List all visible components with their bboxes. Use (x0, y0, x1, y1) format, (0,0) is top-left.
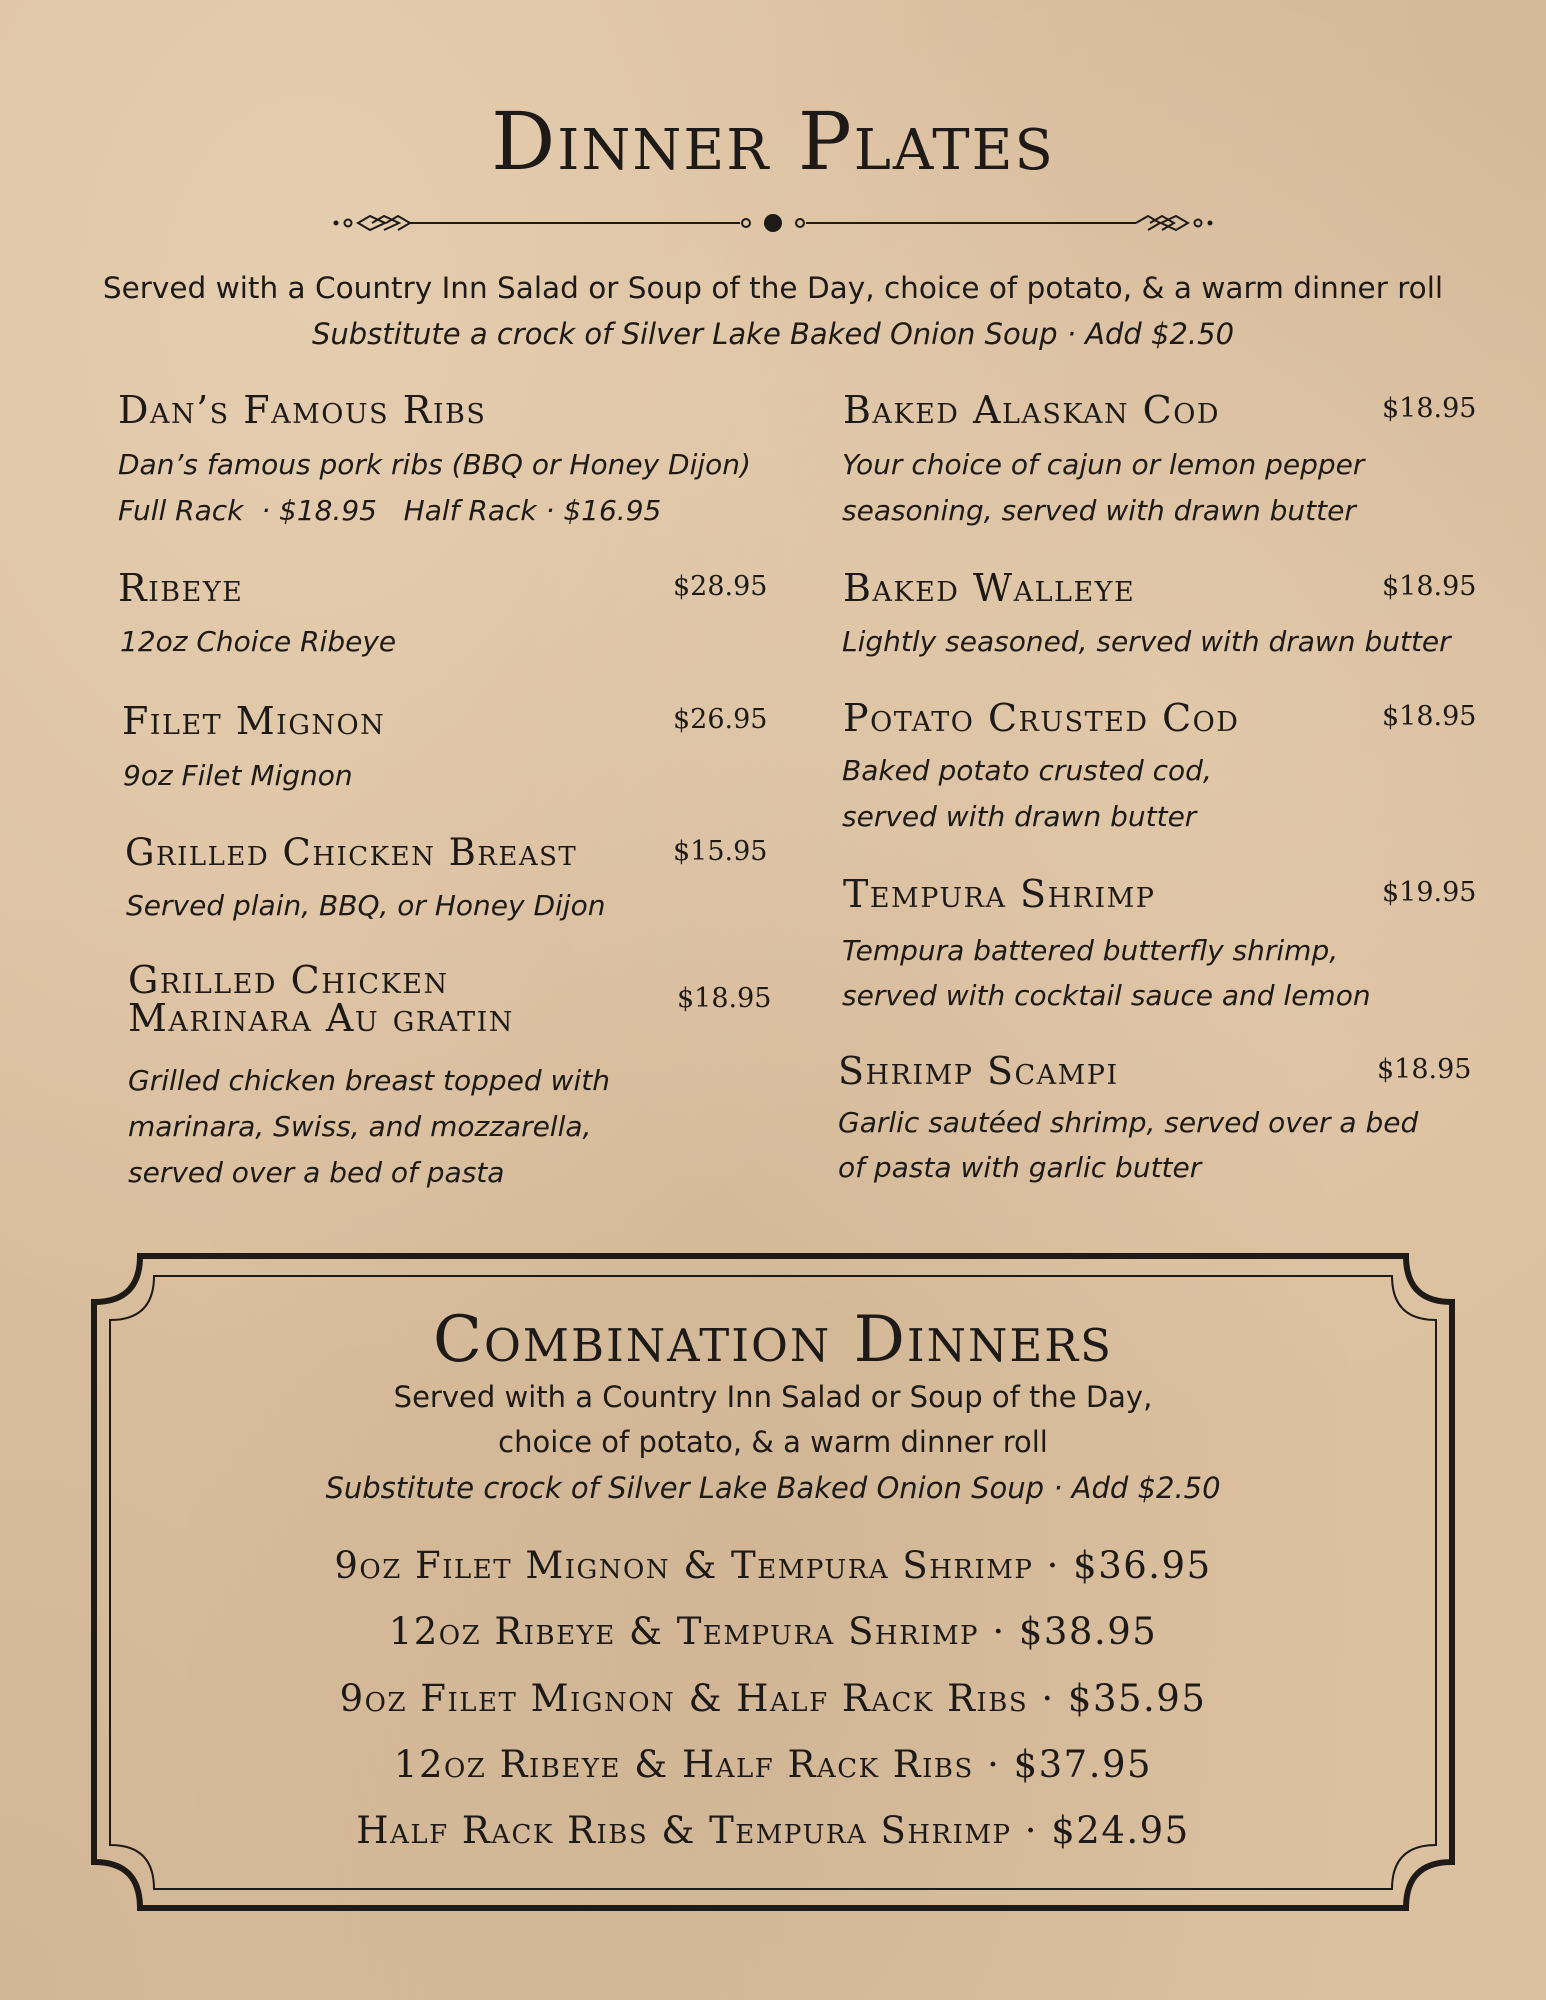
menu-item-description: Dan’s famous pork ribs (BBQ or Honey Dijon) (118, 448, 751, 481)
menu-item-name: Shrimp Scampi (838, 1049, 1119, 1093)
menu-item-name: Marinara Au gratin (128, 996, 514, 1040)
menu-item-name: Baked Walleye (843, 566, 1136, 610)
menu-item-description: seasoning, served with drawn butter (842, 494, 1356, 527)
menu-item-price: $18.95 (1382, 393, 1477, 424)
menu-item-description: Baked potato crusted cod, (842, 754, 1212, 787)
menu-item-description: served over a bed of pasta (128, 1156, 505, 1189)
combination-subtitle: Served with a Country Inn Salad or Soup of the Day, (393, 1380, 1153, 1414)
combination-item: Half Rack Ribs & Tempura Shrimp · $24.95 (356, 1809, 1190, 1852)
menu-item-description: 12oz Choice Ribeye (120, 625, 397, 658)
menu-item-description: Served plain, BBQ, or Honey Dijon (126, 889, 606, 922)
menu-item-name: Ribeye (118, 566, 244, 610)
menu-item-description: marinara, Swiss, and mozzarella, (128, 1110, 592, 1143)
menu-item-description: Tempura battered butterfly shrimp, (842, 934, 1339, 967)
menu-item-name: Tempura Shrimp (843, 872, 1156, 916)
menu-item-description: Your choice of cajun or lemon pepper (842, 448, 1365, 481)
menu-item-description: Grilled chicken breast topped with (128, 1064, 610, 1097)
menu-item-price: $26.95 (673, 704, 768, 735)
combination-item: 9oz Filet Mignon & Half Rack Ribs · $35.95 (339, 1677, 1207, 1720)
menu-item-name: Dan’s Famous Ribs (118, 388, 487, 432)
menu-item-name: Filet Mignon (122, 699, 386, 743)
menu-item-name: Grilled Chicken Breast (125, 831, 578, 874)
menu-item-price: $15.95 (673, 836, 768, 867)
menu-item-price: $19.95 (1382, 877, 1477, 908)
page-title: Dinner Plates (491, 95, 1055, 188)
menu-item-description: 9oz Filet Mignon (123, 759, 353, 792)
menu-item-price: $18.95 (677, 983, 772, 1014)
menu-item-price: $18.95 (1382, 571, 1477, 602)
header-subtitle: Served with a Country Inn Salad or Soup of the Day, choice of potato, & a warm dinner roll (102, 271, 1444, 305)
menu-item-price: $18.95 (1377, 1054, 1472, 1085)
menu-item-description: Lightly seasoned, served with drawn butter (842, 625, 1451, 658)
header-substitute-note: Substitute a crock of Silver Lake Baked Onion Soup · Add $2.50 (311, 317, 1235, 351)
menu-item-name: Potato Crusted Cod (843, 696, 1240, 740)
combination-item: 9oz Filet Mignon & Tempura Shrimp · $36.95 (334, 1544, 1212, 1587)
menu-item-description: Garlic sautéed shrimp, served over a bed (838, 1106, 1419, 1139)
menu-item-price: $18.95 (1382, 701, 1477, 732)
combination-title: Combination Dinners (433, 1303, 1113, 1377)
combination-item: 12oz Ribeye & Half Rack Ribs · $37.95 (393, 1743, 1153, 1786)
menu-item-description: of pasta with garlic butter (838, 1151, 1202, 1184)
menu-item-name: Baked Alaskan Cod (843, 388, 1221, 432)
menu-item-price: $28.95 (673, 571, 768, 602)
combination-subtitle: choice of potato, & a warm dinner roll (498, 1425, 1048, 1459)
menu-item-name: Grilled Chicken (128, 958, 449, 1002)
menu-item-description: Full Rack · $18.95 Half Rack · $16.95 (118, 494, 662, 527)
menu-item-description: served with drawn butter (842, 800, 1197, 833)
combination-substitute-note: Substitute crock of Silver Lake Baked Onion Soup · Add $2.50 (325, 1471, 1221, 1505)
combination-item: 12oz Ribeye & Tempura Shrimp · $38.95 (388, 1610, 1158, 1653)
menu-item-description: served with cocktail sauce and lemon (842, 979, 1371, 1012)
